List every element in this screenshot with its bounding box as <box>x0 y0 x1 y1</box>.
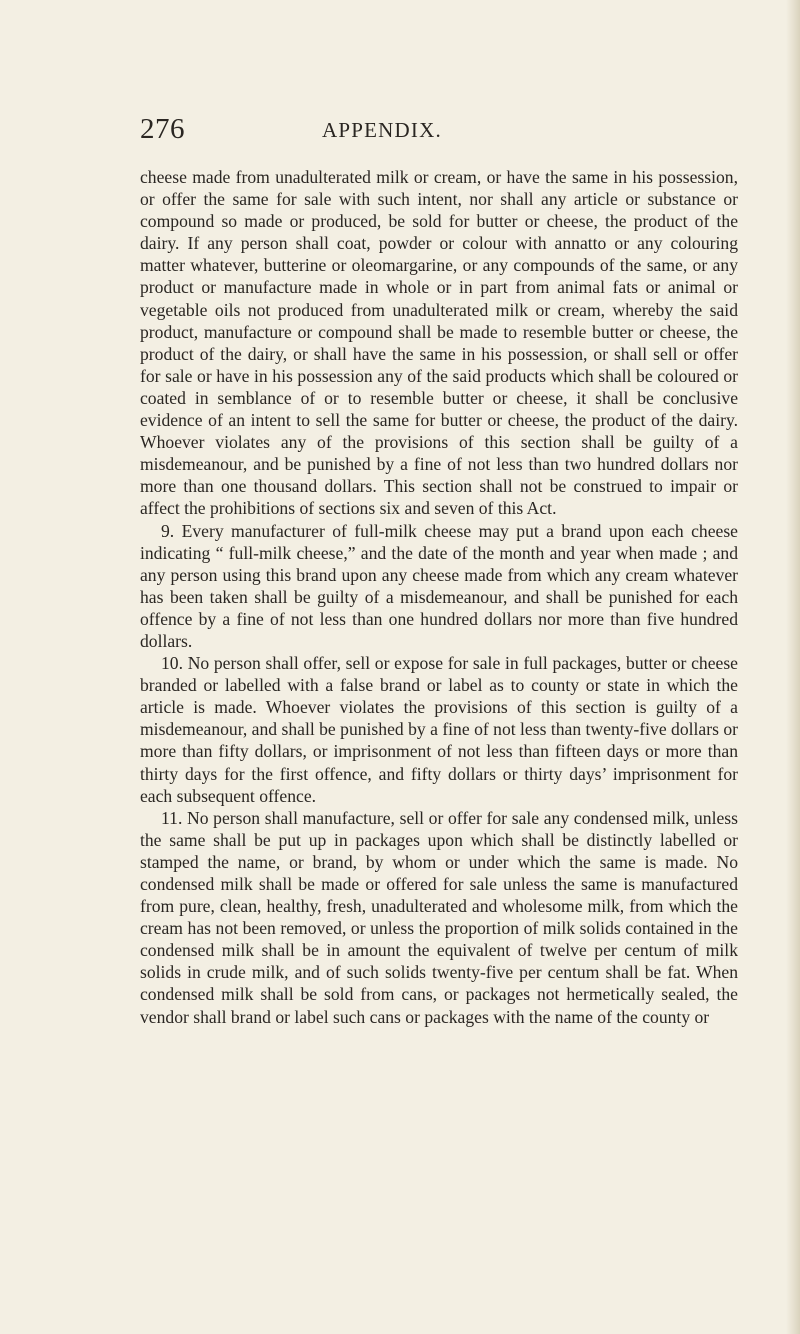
page-edge <box>786 0 800 1334</box>
paragraph-section-10: 10. No person shall offer, sell or expose for sale in full packages, butter or cheese branded or labelled with a false brand or label as to county or state in which the article is made. Whoever violates the provisions of this section is guilty of a misdemeanour, and shall be punished by a fine of not less than twenty-five dollars or more than fifty dollars, or imprisonment of not less than fifteen days or more than thirty days for the first offence, and fifty dollars or thirty days’ imprisonment for each subsequent offence. <box>140 653 738 806</box>
paragraph-section-11: 11. No person shall manufacture, sell or offer for sale any condensed milk, unless the same shall be put up in packages upon which shall be distinctly labelled or stamped the name, or brand, by whom or under which the same is made. No condensed milk shall be made or offered for sale unless the same is manufactured from pure, clean, healthy, fresh, unadulterated and wholesome milk, from which the cream has not been removed, or unless the proportion of milk solids contained in the condensed milk shall be in amount the equivalent of twelve per centum of milk solids in crude milk, and of such solids twenty-five per centum shall be fat. When condensed milk shall be sold from cans, or packages not hermetically sealed, the vendor shall brand or label such cans or packages with the name of the county or <box>140 807 738 1027</box>
page-header <box>140 112 740 146</box>
page-number: 276 <box>140 113 185 145</box>
paragraph-section-9: 9. Every manufacturer of full-milk cheese may put a brand upon each cheese indicating “ full-milk cheese,” and the date of the month and year when made ; and any person using this brand upon any cheese made from which any cream whatever has been taken shall be guilty of a misdemeanour, and shall be punished for each offence by a fine of not less than one hundred dollars nor more than five hundred dollars. <box>140 520 738 651</box>
paragraph-continuation: cheese made from unadulterated milk or cream, or have the same in his possession, or offer the same for sale with such intent, nor shall any article or substance or compound so made or produced, be sold for butter or cheese, the product of the dairy. If any person shall coat, powder or colour with annatto or any colouring matter whatever, butterine or oleomargarine, or any compounds of the same, or any product or manufacture made in whole or in part from animal fats or animal or vegetable oils not produced from unadulterated milk or cream, whereby the said product, manufacture or compound shall be made to resemble butter or cheese, the product of the dairy, or shall have the same in his possession, or shall sell or offer for sale or have in his possession any of the said products which shall be coloured or coated in semblance of or to resemble butter or cheese, it shall be conclusive evidence of an intent to sell the same for butter or cheese, the product of the dairy. Whoever violates any of the provisions of this section shall be guilty of a misdemeanour, and be punished by a fine of not less than two hundred dollars nor more than one thousand dollars. This section shall not be construed to impair or affect the prohibitions of sections six and seven of this Act. <box>140 167 738 519</box>
body-text <box>140 166 738 1028</box>
running-title: APPENDIX. <box>322 118 442 142</box>
